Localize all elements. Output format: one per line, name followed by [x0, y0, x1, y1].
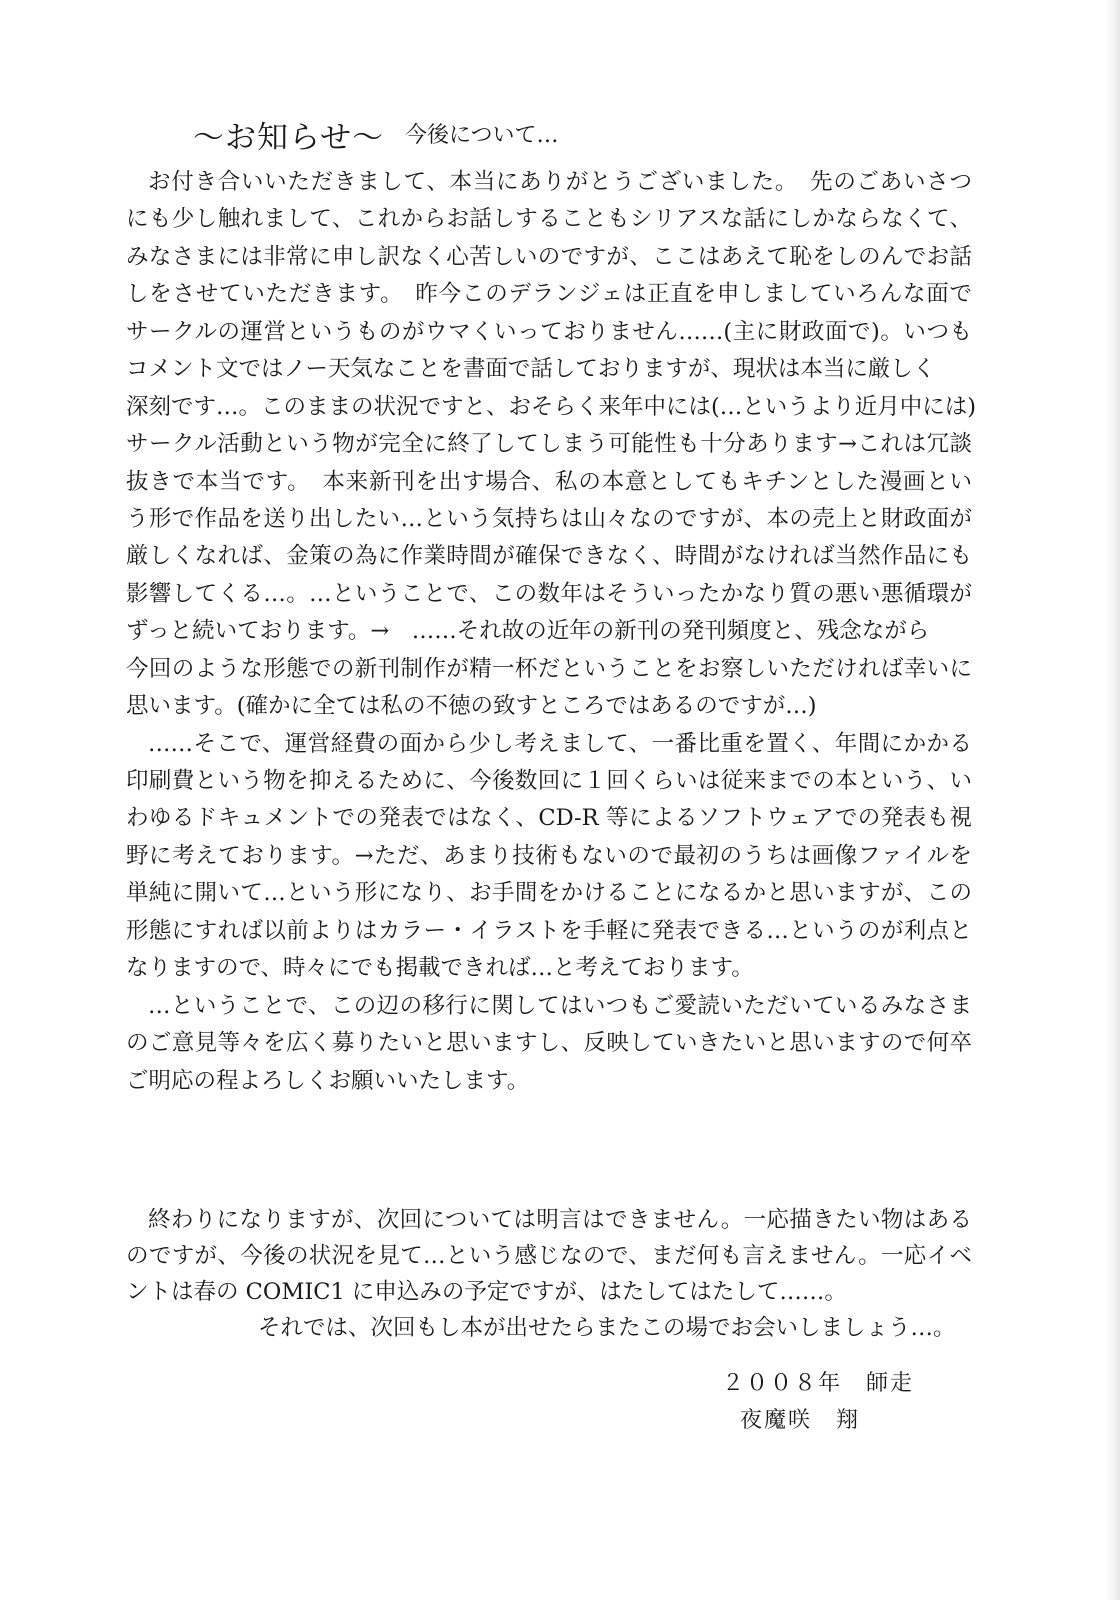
text-line: ご明応の程よろしくお願いいたします。 [126, 1067, 530, 1094]
text-line: 今回のような形態での新刊制作が精一杯だということをお察しいただければ幸いに [126, 655, 972, 682]
text-line: なりますので、時々にでも掲載できれば…と考えております。 [126, 955, 754, 982]
text-line: みなさまには非常に申し訳なく心苦しいのですが、ここはあえて恥をしのんでお話 [126, 243, 972, 270]
notice-subtitle: 今後について… [405, 123, 559, 148]
body-text [126, 164, 977, 1100]
text-line: わゆるドキュメントでの発表ではなく、CD-R 等によるソフトウェアでの発表も視 [126, 805, 972, 832]
text-line: お付き合いいただきまして、本当にありがとうございました。 先のごあいさつ [148, 169, 972, 195]
text-line: それでは、次回もし本が出せたらまたこの場でお会いしましょう…。 [258, 1315, 956, 1341]
text-line: 思います。(確かに全ては私の不徳の致すところではあるのですが…) [126, 693, 817, 720]
text-line: う形で作品を送り出したい…という気持ちは山々なのですが、本の売上と財政面が [126, 505, 972, 532]
text-line: のご意見等々を広く募りたいと思いますし、反映していきたいと思いますので何卒 [126, 1030, 972, 1057]
text-line: 影響してくる…。…ということで、この数年はそういったかなり質の悪い悪循環が [126, 580, 972, 607]
text-line: サークル活動という物が完全に終了してしまう可能性も十分あります→これは冗談 [126, 431, 972, 458]
text-line: …ということで、この辺の移行に関してはいつもご愛読いただいているみなさま [148, 992, 972, 1019]
signature-date: ２００８年 師走 [722, 1371, 915, 1396]
notice-title: 〜お知らせ〜 [193, 120, 385, 156]
text-line: しをさせていただきます。 昨今このデランジェは正直を申しましていろんな面で [126, 281, 972, 308]
text-line: サークルの運営というものがウマくいっておりません……(主に財政面で)。いつも [126, 318, 972, 345]
text-line: にも少し触れまして、これからお話しすることもシリアスな話にしかならなくて、 [126, 206, 972, 233]
text-line: 深刻です…。このままの状況ですと、おそらく来年中には(…というより近月中には) [126, 393, 977, 420]
text-line: ……そこで、運営経費の面から少し考えまして、一番比重を置く、年間にかかる [148, 730, 972, 757]
text-line: 終わりになりますが、次回については明言はできません。一応描きたい物はある [148, 1207, 972, 1233]
page-edge-shadow [1106, 0, 1120, 1600]
text-line: 印刷費という物を抑えるために、今後数回に１回くらいは従来までの本という、い [126, 768, 972, 794]
text-line: 単純に開いて…という形になり、お手間をかけることになるかと思いますが、この [126, 880, 972, 907]
text-line: 厳しくなれば、金策の為に作業時間が確保できなく、時間がなければ当然作品にも [126, 543, 972, 570]
signature-author: 夜魔咲 翔 [740, 1408, 861, 1433]
text-line: 野に考えております。→ただ、あまり技術もないので最初のうちは画像ファイルを [126, 842, 972, 869]
text-line: 抜きで本当です。 本来新刊を出す場合、私の本意としてもキチンとした漫画とい [126, 468, 972, 495]
text-line: コメント文ではノー天気なことを書面で話しておりますが、現状は本当に厳しく [126, 356, 936, 383]
text-line: ントは春の COMIC1 に申込みの予定ですが、はたしてはたして……。 [126, 1279, 847, 1305]
text-line: のですが、今後の状況を見て…という感じなので、まだ何も言えません。一応イベ [126, 1243, 972, 1269]
text-line: 形態にすれば以前よりはカラー・イラストを手軽に発表できる…というのが利点と [126, 917, 972, 944]
text-line: ずっと続いております。→ ……それ故の近年の新刊の発刊頻度と、残念ながら [126, 618, 930, 645]
closing-text [126, 1202, 972, 1346]
